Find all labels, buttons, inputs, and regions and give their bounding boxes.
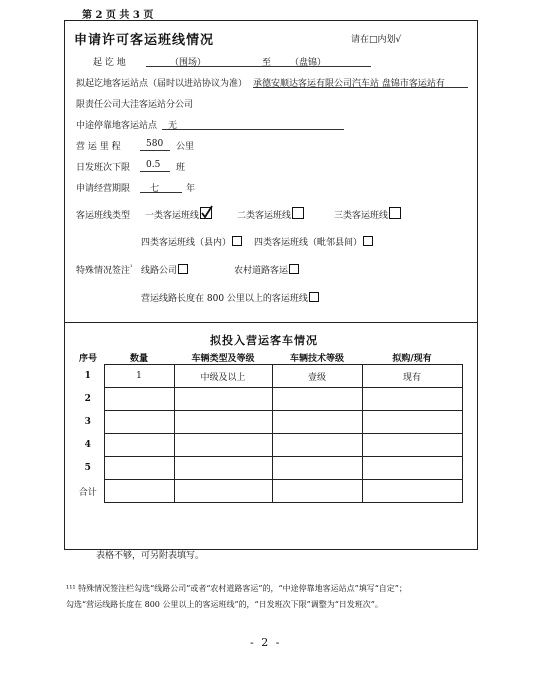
row-number: 2 — [84, 394, 91, 404]
period-underline — [140, 192, 182, 193]
footnote-line-2: 勾选“营运线路长度在 800 公里以上的客运班线”的，“日发班次下限”调整为“日发班次”。 — [66, 600, 383, 609]
station-value-1: 承德安顺达客运有限公司汽车站 盘锦市客运站有 — [253, 79, 445, 89]
page-number: - 2 - — [250, 636, 282, 649]
tech-cell[interactable] — [272, 411, 362, 434]
col-header-tech: 车辆技术等级 — [289, 353, 344, 364]
stops-value: 无 — [168, 121, 178, 131]
tech-cell[interactable] — [272, 457, 362, 480]
row-number: 合计 — [78, 487, 97, 498]
period-value: 七 — [150, 184, 160, 194]
type-5-option[interactable] — [254, 235, 373, 248]
row-number: 4 — [84, 440, 91, 450]
type-cell[interactable] — [174, 434, 272, 457]
status-cell[interactable] — [362, 457, 462, 480]
type-label: 客运班线类型 — [76, 211, 131, 221]
origin-value: （围场） — [170, 58, 207, 68]
type-1-checkbox-checked[interactable] — [200, 207, 212, 219]
mileage-unit: 公里 — [176, 142, 195, 152]
type-cell[interactable] — [174, 457, 272, 480]
special-2-option[interactable] — [234, 263, 299, 276]
daily-value: 0.5 — [146, 160, 161, 170]
table-row — [72, 365, 462, 388]
table-note: 表格不够，可另附表填写。 — [96, 551, 205, 561]
type-1-label: 一类客运班线 — [145, 211, 200, 221]
tech-cell[interactable] — [272, 480, 362, 503]
status-cell[interactable] — [362, 434, 462, 457]
daily-label: 日发班次下限 — [76, 163, 131, 173]
qty-cell[interactable] — [104, 480, 174, 503]
special-2-label: 农村道路客运 — [234, 266, 289, 276]
special-1-checkbox[interactable] — [178, 264, 188, 274]
status-cell[interactable] — [362, 480, 462, 503]
row-number: 3 — [84, 417, 91, 427]
station-label: 拟起讫地客运站点（届时以进站协议为准） — [76, 79, 248, 89]
type-2-label: 二类客运班线 — [237, 211, 292, 221]
row-number: 5 — [84, 463, 91, 473]
special-3-option[interactable] — [141, 291, 319, 304]
qty-cell[interactable] — [104, 411, 174, 434]
mileage-label: 营 运 里 程 — [76, 142, 121, 152]
type-4-checkbox[interactable] — [232, 236, 242, 246]
status-cell[interactable]: 现有 — [362, 365, 462, 388]
qty-cell[interactable] — [104, 457, 174, 480]
table-row — [72, 434, 462, 457]
status-cell[interactable] — [362, 411, 462, 434]
origin-label: 起 讫 地 — [93, 58, 126, 68]
form-title: 申请许可客运班线情况 — [74, 33, 215, 48]
qty-cell[interactable] — [104, 434, 174, 457]
to-label: 至 — [262, 58, 272, 68]
tech-cell[interactable]: 壹级 — [272, 365, 362, 388]
type-cell[interactable] — [174, 388, 272, 411]
type-cell[interactable] — [174, 480, 272, 503]
station-value-2: 限责任公司大洼客运站分公司 — [76, 100, 194, 110]
station-underline — [253, 87, 468, 88]
type-2-option[interactable] — [237, 207, 304, 221]
row-number: 1 — [84, 371, 91, 381]
qty-cell[interactable]: 1 — [104, 365, 174, 388]
status-cell[interactable] — [362, 388, 462, 411]
special-2-checkbox[interactable] — [289, 264, 299, 274]
special-3-checkbox[interactable] — [309, 292, 319, 302]
tech-cell[interactable] — [272, 434, 362, 457]
special-3-label: 营运线路长度在 800 公里以上的客运班线 — [141, 294, 308, 304]
daily-unit: 班 — [176, 163, 186, 173]
table-row — [72, 411, 462, 434]
vehicles-table — [72, 350, 463, 503]
type-cell[interactable]: 中级及以上 — [174, 365, 272, 388]
section-divider — [64, 322, 478, 323]
scope-note: 请在□内划√ — [351, 35, 402, 45]
col-header-type: 车辆类型及等级 — [191, 353, 255, 364]
page-header: 第 2 页 共 3 页 — [82, 10, 154, 21]
col-header-qty: 数量 — [129, 353, 148, 364]
type-4-option[interactable] — [141, 235, 242, 248]
type-3-checkbox[interactable] — [389, 207, 401, 219]
type-3-option[interactable] — [334, 207, 401, 221]
special-label: 特殊情况签注$^{^1}$ — [76, 264, 133, 276]
period-unit: 年 — [186, 184, 196, 194]
footnote-line-1: ¹¹¹ 特殊情况签注栏勾选“线路公司”或者“农村道路客运”的，“中途停靠地客运站点”填写“自定”； — [66, 584, 407, 593]
special-1-option[interactable] — [141, 263, 188, 276]
footnote-marker: ¹ — [130, 264, 133, 271]
type-5-checkbox[interactable] — [363, 236, 373, 246]
table-header-row — [72, 350, 462, 365]
type-1-option[interactable] — [145, 207, 212, 221]
type-5-label: 四类客运班线（毗邻县间） — [254, 238, 363, 248]
type-3-label: 三类客运班线 — [334, 211, 389, 221]
type-4-label: 四类客运班线（县内） — [141, 238, 232, 248]
tech-cell[interactable] — [272, 388, 362, 411]
table-row — [72, 457, 462, 480]
vehicles-title: 拟投入营运客车情况 — [210, 334, 318, 347]
col-header-no: 序号 — [78, 353, 97, 364]
stops-label: 中途停靠地客运站点 — [76, 121, 158, 131]
qty-cell[interactable] — [104, 388, 174, 411]
daily-underline — [140, 171, 170, 172]
table-row-total — [72, 480, 462, 503]
type-2-checkbox[interactable] — [292, 207, 304, 219]
period-label: 申请经营期限 — [76, 184, 131, 194]
table-row — [72, 388, 462, 411]
stops-underline — [162, 129, 344, 130]
type-cell[interactable] — [174, 411, 272, 434]
special-1-label: 线路公司 — [141, 266, 178, 276]
col-header-status: 拟购/现有 — [392, 353, 432, 364]
mileage-value: 580 — [146, 139, 164, 149]
dest-value: （盘锦） — [290, 58, 327, 68]
mileage-underline — [140, 150, 170, 151]
